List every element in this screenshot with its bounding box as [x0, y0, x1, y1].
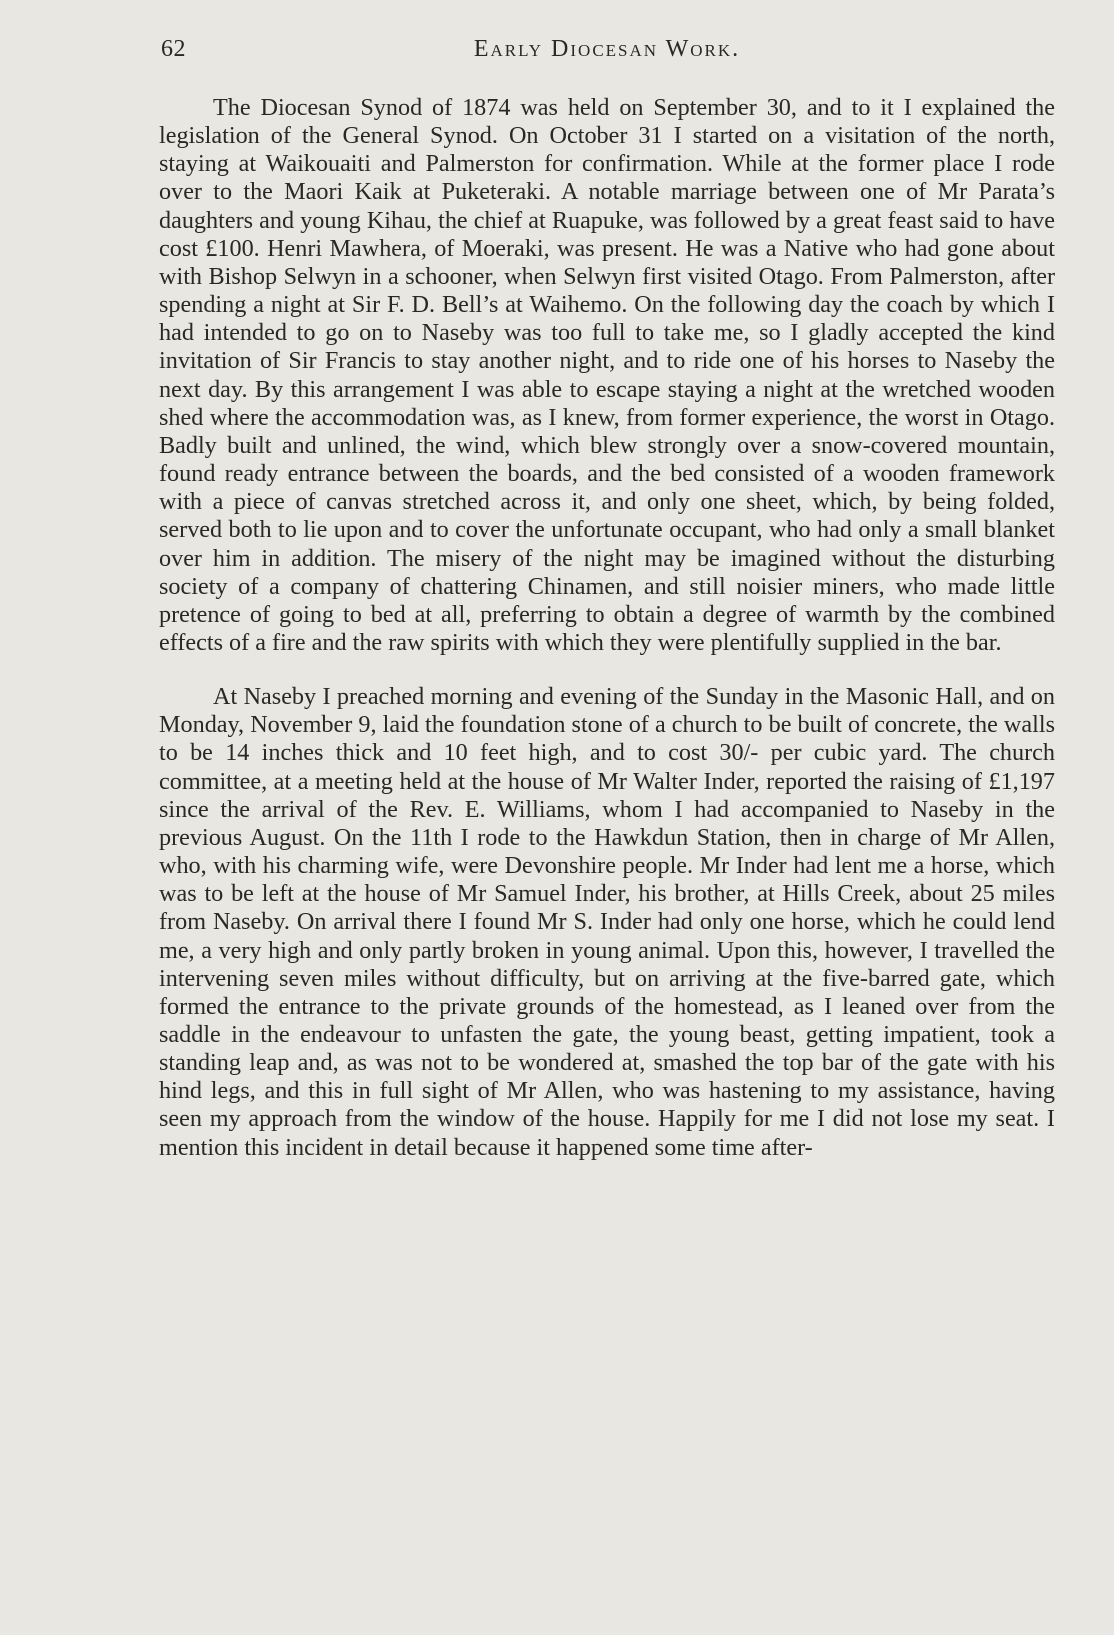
page-number: 62 — [161, 36, 186, 62]
paragraph-naseby: At Naseby I preached morning and evening of the Sunday in the Masonic Hall, and on Monday, November 9, laid the foundation stone of a church to be built of concrete, the walls to be 14 inches thick and 10 feet high, and to cost 30/- per cubic yard. The church committee, at a meeting held at the house of Mr Walter Inder, reported the raising of £1,197 since the arrival of the Rev. E. Williams, whom I had accompanied to Naseby in the previous August. On the 11th I rode to the Hawkdun Station, then in charge of Mr Allen, who, with his charming wife, were Devonshire people. Mr Inder had lent me a horse, which was to be left at the house of Mr Samuel Inder, his brother, at Hills Creek, about 25 miles from Naseby. On arrival there I found Mr S. Inder had only one horse, which he could lend me, a very high and only partly broken in young animal. Upon this, however, I travelled the intervening seven miles without difficulty, but on arriving at the five-barred gate, which formed the entrance to the private grounds of the homestead, as I leaned over from the saddle in the endeavour to unfasten the gate, the young beast, getting impatient, took a standing leap and, as was not to be wondered at, smashed the top bar of the gate with his hind legs, and this in full sight of Mr Allen, who was hastening to my assistance, having seen my approach from the window of the house. Happily for me I did not lose my seat. I mention this incident in detail because it happened some time after- — [159, 683, 1055, 1161]
running-head: Early Diocesan Work. — [473, 36, 741, 62]
paragraph-synod-visitation: The Diocesan Synod of 1874 was held on September 30, and to it I explained the legislation of the General Synod. On October 31 I started on a visitation of the north, staying at Waikouaiti and Palmerston for confirmation. While at the former place I rode over to the Maori Kaik at Puketeraki. A notable marriage between one of Mr Parata’s daughters and young Kihau, the chief at Ruapuke, was followed by a great feast said to have cost £100. Henri Mawhera, of Moeraki, was present. He was a Native who had gone about with Bishop Selwyn in a schooner, when Selwyn first visited Otago. From Palmerston, after spending a night at Sir F. D. Bell’s at Waihemo. On the following day the coach by which I had intended to go on to Naseby was too full to take me, so I gladly accepted the kind invitation of Sir Francis to stay another night, and to ride one of his horses to Naseby the next day. By this arrangement I was able to escape staying a night at the wretched wooden shed where the accommodation was, as I knew, from former experience, the worst in Otago. Badly built and unlined, the wind, which blew strongly over a snow-covered mountain, found ready entrance between the boards, and the bed consisted of a wooden framework with a piece of canvas stretched across it, and only one sheet, which, by being folded, served both to lie upon and to cover the unfortunate occupant, who had only a small blanket over him in addition. The misery of the night may be imagined without the disturbing society of a company of chattering Chinamen, and still noisier miners, who made little pretence of going to bed at all, preferring to obtain a degree of warmth by the combined effects of a fire and the raw spirits with which they were plentifully supplied in the bar. — [159, 94, 1055, 656]
body-text — [159, 94, 1055, 1162]
page-header — [161, 36, 1053, 76]
